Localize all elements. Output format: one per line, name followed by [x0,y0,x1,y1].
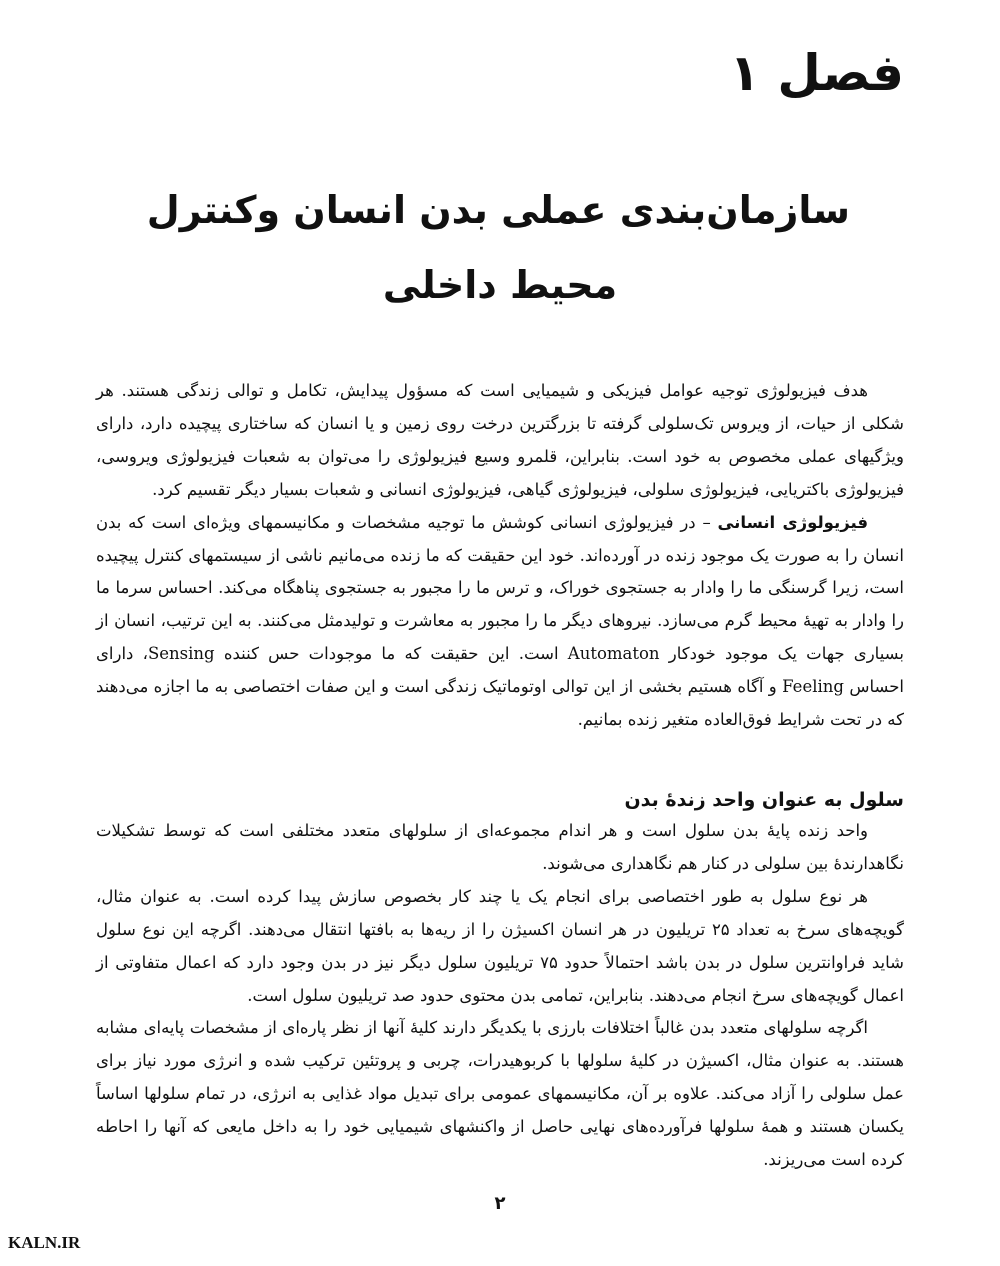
intro-paragraph-2-body: – در فیزیولوژی انسانی کوشش ما توجیه مشخصات و مکانیسمهای ویژه‌ای است که بدن انسان را به صورت یک موجود زنده در آورده‌اند. خود این حقیقت که ما زنده می‌مانیم ناشی از سیستمهای کنترل پیچیده است، زیرا گرسنگی ما را وادار به جستجوی خوراک، و ترس ما را مجبور به جستجوی پناهگاه می‌کند. احساس سرما ما را وادار به تهیهٔ محیط گرم می‌سازد. نیروهای دیگر ما را مجبور به معاشرت و تولیدمثل می‌کنند. به این ترتیب، انسان از بسیاری جهات یک موجود خودکار Automaton است. این حقیقت که ما موجودات حس کننده Sensing، دارای احساس Feeling و آگاه هستیم بخشی از این توالی اوتوماتیک زندگی است و این صفات اختصاصی به ما اجازه می‌دهند که در تحت شرایط فوق‌العاده متغیر زنده بمانیم. [96,512,904,730]
page-number: ۲ [494,1193,506,1214]
intro-paragraph-2 [96,507,904,737]
chapter-title-line-1: سازمان‌بندی عملی بدن انسان وکنترل [146,188,850,232]
intro-paragraph-1: هدف فیزیولوژی توجیه عوامل فیزیکی و شیمیایی است که مسؤول پیدایش، تکامل و توالی زندگی هستند. هر شکلی از حیات، از ویروس تک‌سلولی گرفته تا بزرگترین درخت روی زمین و یا انسان که ساختاری پیچیده دارد، دارای ویژگیهای عملی مخصوص به خود است. بنابراین، قلمرو وسیع فیزیولوژی را می‌توان به شعبات فیزیولوژی ویروسی، فیزیولوژی باکتریایی، فیزیولوژی سلولی، فیزیولوژی گیاهی، فیزیولوژی انسانی و شعبات بسیار دیگر تقسیم کرد. [96,381,904,499]
chapter-label: فصل ۱ [729,44,904,102]
chapter-title-line-2: محیط داخلی [382,263,618,307]
watermark: KALN.IR [8,1233,81,1252]
term-human-physiology: فیزیولوژی انسانی [717,512,868,532]
section-heading: سلول به عنوان واحد زندهٔ بدن [624,789,904,811]
section-paragraph-2: هر نوع سلول به طور اختصاصی برای انجام یک یا چند کار بخصوص سازش پیدا کرده است. به عنوان مثال، گویچه‌های سرخ به تعداد ۲۵ تریلیون در هر انسان اکسیژن را از ریه‌ها به بافتها انتقال می‌دهند. اگرچه این نوع سلول شاید فراوانترین سلول در بدن باشد احتمالاً حدود ۷۵ تریلیون سلول دیگر نیز در بدن وجود دارد که اعمال متفاوتی از اعمال گویچه‌های سرخ انجام می‌دهند. بنابراین، تمامی بدن محتوی حدود صد تریلیون سلول است. [96,886,905,1005]
section-text [96,815,904,1177]
section-paragraph-1: واحد زنده پایهٔ بدن سلول است و هر اندام مجموعه‌ای از سلولهای متعدد مختلفی است که توسط تشکیلات نگاهدارندهٔ بین سلولی در کنار هم نگاهداری می‌شوند. [96,821,904,873]
section-paragraph-3: اگرچه سلولهای متعدد بدن غالباً اختلافات بارزی با یکدیگر دارند کلیهٔ آنها از نظر پاره‌ای از مشخصات پایه‌ای مشابه هستند. به عنوان مثال، اکسیژن در کلیهٔ سلولها با کربوهیدرات، چربی و پروتئین ترکیب شده و انرژی مورد نیاز برای عمل سلولی را آزاد می‌کند. علاوه بر آن، مکانیسمهای عمومی برای تبدیل مواد غذایی به انرژی، در تمام سلولها اساساً یکسان هستند و همهٔ سلولها فرآورده‌های نهایی حاصل از واکنشهای شیمیایی خود را به داخل مایعی که آنها را احاطه کرده است می‌ریزند. [96,1018,904,1170]
intro-text [96,375,904,737]
